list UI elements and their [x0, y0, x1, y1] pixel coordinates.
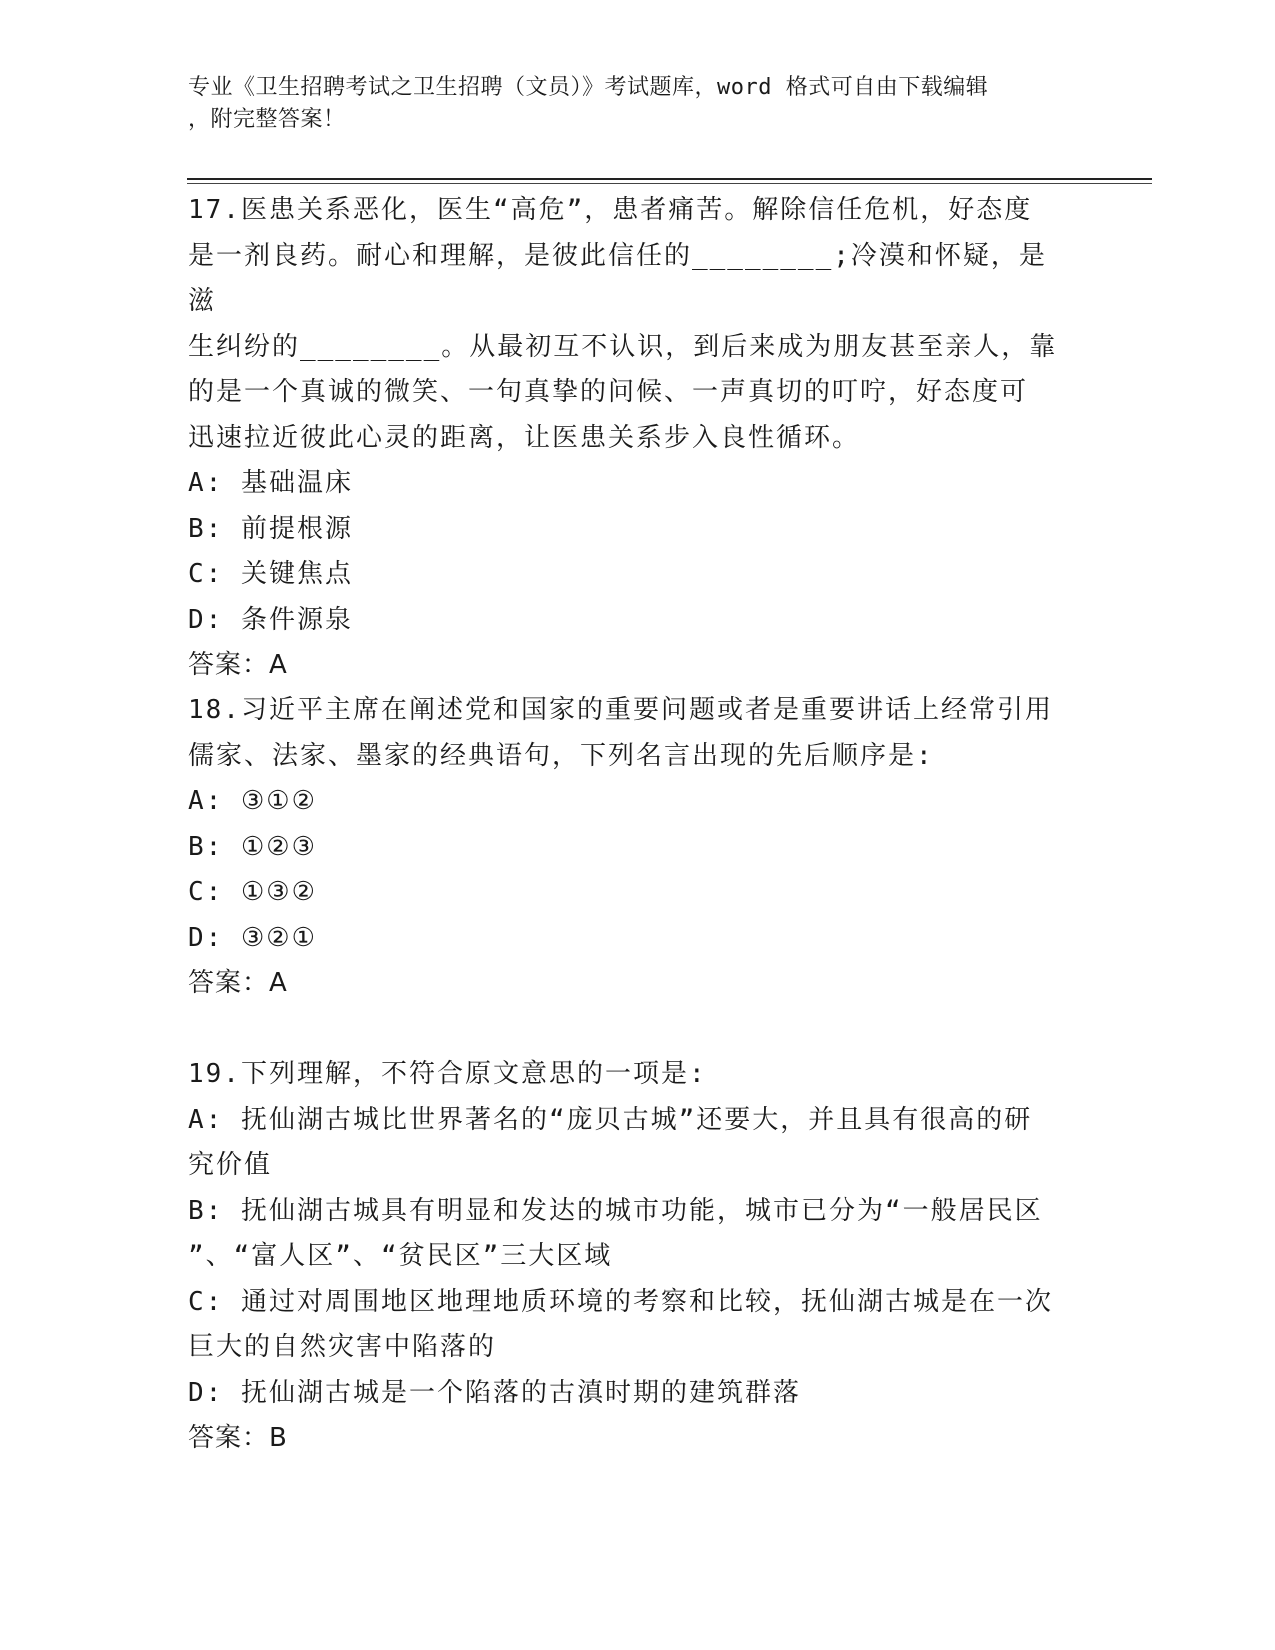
option-c-line: 巨大的自然灾害中陷落的 [188, 1332, 497, 1362]
question-stem-line: 19.下列理解，不符合原文意思的一项是: [188, 1059, 707, 1089]
option-a: A: ③①② [188, 786, 317, 816]
option-a: A: 基础温床 [188, 468, 353, 498]
option-a-line: A: 抚仙湖古城比世界著名的“庞贝古城”还要大，并且具有很高的研 [188, 1104, 1033, 1135]
question-stem-line: 儒家、法家、墨家的经典语句，下列名言出现的先后顺序是: [188, 740, 934, 771]
question-17 [188, 188, 1068, 689]
header-line-1: 专业《卫生招聘考试之卫生招聘（文员）》考试题库，word 格式可自由下载编辑 [188, 75, 989, 100]
option-b-line: ”、“富人区”、“贫民区”三大区域 [188, 1241, 613, 1271]
option-c-line: C: 通过对周围地区地理地质环境的考察和比较，抚仙湖古城是在一次 [188, 1286, 1053, 1317]
question-19 [188, 1052, 1068, 1462]
document-header [188, 72, 1068, 136]
option-c: C: 关键焦点 [188, 559, 353, 589]
option-d: D: 条件源泉 [188, 604, 353, 635]
option-d-line: D: 抚仙湖古城是一个陷落的古滇时期的建筑群落 [188, 1377, 801, 1408]
question-18 [188, 688, 1068, 1007]
answer-line: 答案：B [188, 1423, 288, 1453]
question-stem-line: 18.习近平主席在阐述党和国家的重要问题或者是重要讲话上经常引用 [188, 695, 1053, 725]
option-a-line: 究价值 [188, 1150, 273, 1180]
option-d: D: ③②① [188, 922, 317, 953]
question-stem-line: 的是一个真诚的微笑、一句真挚的问候、一声真切的叮咛，好态度可 [188, 377, 1029, 407]
question-stem-line: 是一剂良药。耐心和理解，是彼此信任的________;冷漠和怀疑，是滋 [188, 240, 1047, 316]
option-c: C: ①③② [188, 877, 317, 907]
question-stem-line: 生纠纷的________。从最初互不认识，到后来成为朋友甚至亲人，靠 [188, 331, 1058, 362]
question-stem-line: 17.医患关系恶化，医生“高危”，患者痛苦。解除信任危机，好态度 [188, 195, 1033, 225]
option-b-line: B: 抚仙湖古城具有明显和发达的城市功能，城市已分为“一般居民区 [188, 1195, 1043, 1226]
answer-line: 答案：A [188, 650, 288, 680]
option-b: B: ①②③ [188, 831, 317, 862]
header-divider-thick [187, 178, 1152, 180]
header-line-2: ，附完整答案！ [188, 107, 346, 132]
question-stem-line: 迅速拉近彼此心灵的距离，让医患关系步入良性循环。 [188, 422, 861, 453]
answer-line: 答案：A [188, 968, 288, 998]
header-divider-thin [187, 183, 1152, 184]
option-b: B: 前提根源 [188, 513, 353, 544]
